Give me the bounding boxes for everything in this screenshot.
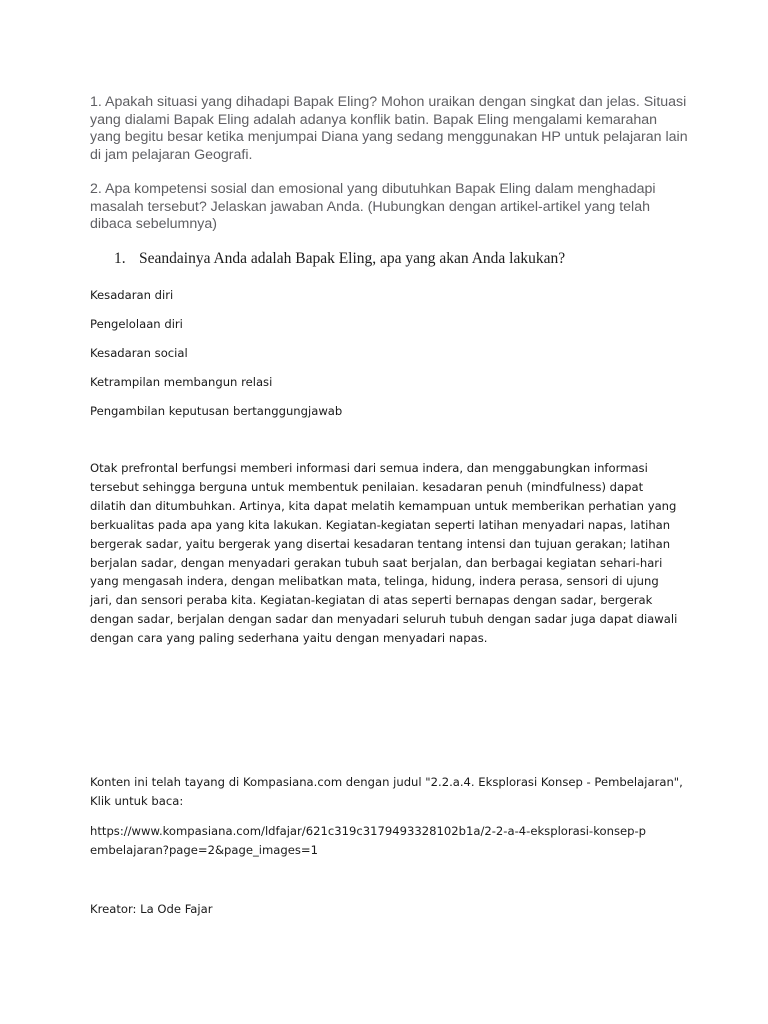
question-3-text: Seandainya Anda adalah Bapak Eling, apa yang akan Anda lakukan? bbox=[139, 250, 566, 267]
competency-item: Kesadaran social bbox=[90, 346, 188, 360]
body-paragraph: Otak prefrontal berfungsi memberi informasi dari semua indera, dan menggabungkan informasi tersebut sehingga berguna untuk membentuk penilaian. kesadaran penuh (mindfulness) dapat dilatih dan ditumbuhkan. Artinya, kita dapat melatih kemampuan untuk memberikan perhatian yang berkualitas pada apa yang kita lakukan. Kegiatan-kegiatan seperti latihan menyadari napas, latihan bergerak sadar, yaitu bergerak yang disertai kesadaran tentang intensi dan tujuan gerakan; latihan berjalan sadar, dengan menyadari gerakan tubuh saat berjalan, dan berbagai kegiatan sehari-hari yang mengasah indera, dengan melibatkan mata, telinga, hidung, indera perasa, sensori di ujung jari, dan sensori peraba kita. Kegiatan-kegiatan di atas seperti bernapas dengan sadar, bergerak dengan sadar, berjalan dengan sadar dan menyadari seluruh tubuh dengan sadar juga dapat diawali dengan cara yang paling sederhana yaitu dengan menyadari napas. bbox=[90, 461, 678, 646]
creator-credit: Kreator: La Ode Fajar bbox=[90, 902, 213, 916]
competency-item: Kesadaran diri bbox=[90, 288, 174, 302]
question-2: 2. Apa kompetensi sosial dan emosional yang dibutuhkan Bapak Eling dalam menghadapi masalah tersebut? Jelaskan jawaban Anda. (Hubungkan dengan artikel-artikel yang telah dibaca sebelumnya) bbox=[90, 181, 656, 232]
competency-item: Ketrampilan membangun relasi bbox=[90, 375, 273, 389]
source-notice: Konten ini telah tayang di Kompasiana.com dengan judul "2.2.a.4. Eksplorasi Konsep - Pembelajaran", Klik untuk baca: bbox=[90, 775, 683, 808]
source-url[interactable]: https://www.kompasiana.com/ldfajar/621c319c3179493328102b1a/2-2-a-4-eksplorasi-konsep-pembelajaran?page=2&page_images=1 bbox=[90, 824, 647, 857]
competency-item: Pengambilan keputusan bertanggungjawab bbox=[90, 404, 343, 418]
question-3 bbox=[114, 250, 714, 268]
question-3-number: 1. bbox=[114, 250, 126, 267]
competency-item: Pengelolaan diri bbox=[90, 317, 183, 331]
question-1: 1. Apakah situasi yang dihadapi Bapak Eling? Mohon uraikan dengan singkat dan jelas. Situasi yang dialami Bapak Eling adalah adanya konflik batin. Bapak Eling mengalami kemarahan yang begitu besar ketika menjumpai Diana yang sedang menggunakan HP untuk pelajaran lain di jam pelajaran Geografi. bbox=[90, 94, 688, 163]
